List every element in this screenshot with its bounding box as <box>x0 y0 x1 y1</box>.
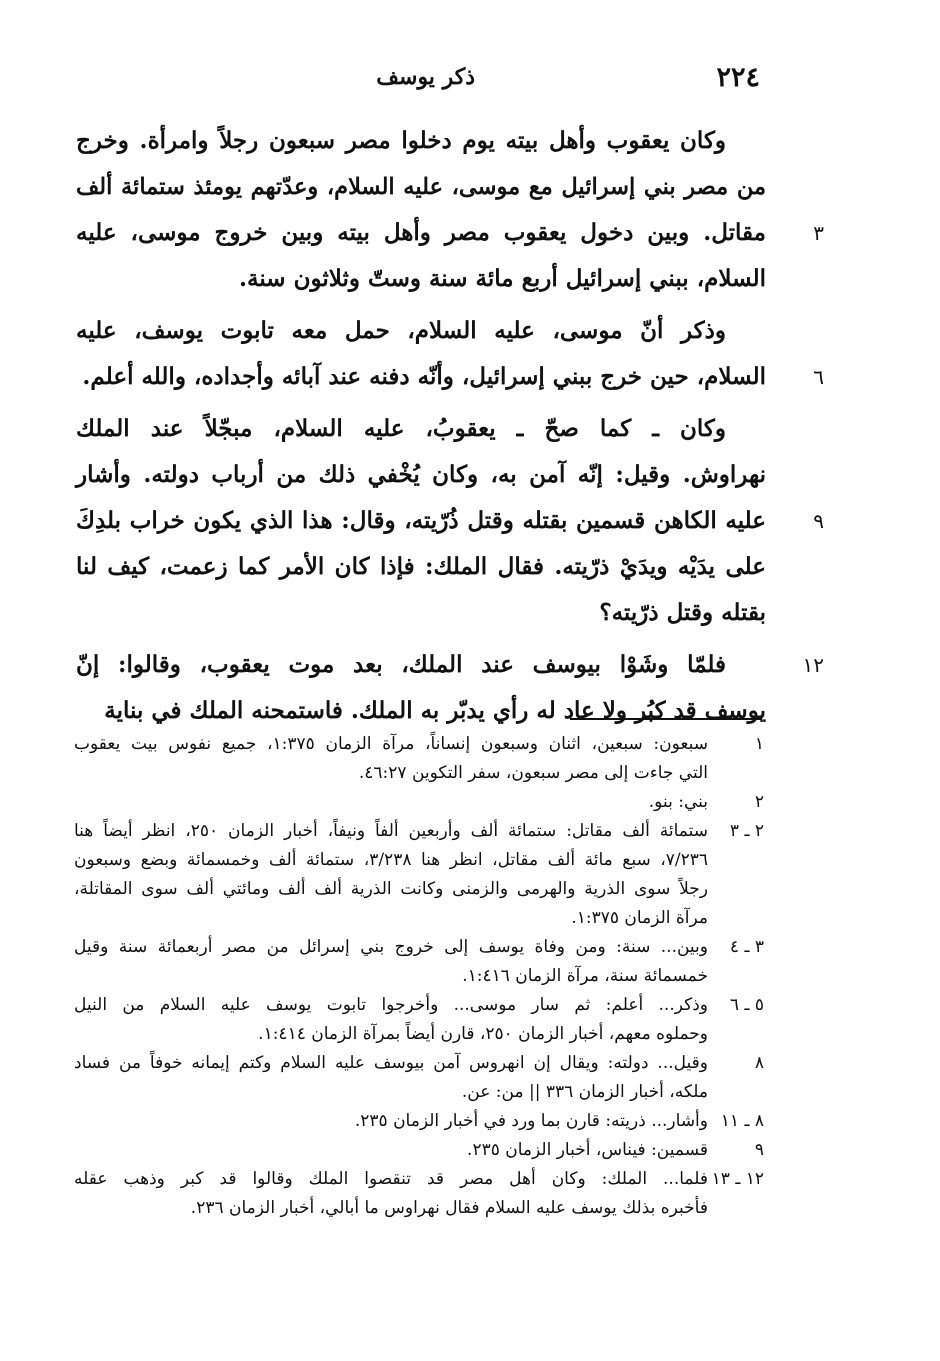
text-line-content: وكان ـ كما صحّ ـ يعقوبُ، عليه السلام، مبجّلاً عند الملك <box>76 415 726 442</box>
footnote-text-line: ٧/٢٣٦، سبع مائة ألف مقاتل، انظر هنا ٣/٢٣٨، ستمائة ألف وخمسمائة وبضع وسبعون <box>74 850 708 870</box>
footnote-text-line: ملكه، أخبار الزمان ٣٣٦ || من: عن. <box>461 1082 708 1102</box>
text-line <box>76 590 766 636</box>
footnote-text-line: بني: بنو. <box>648 792 708 812</box>
line-number: ٩ <box>813 509 824 533</box>
footnote-line-ref: ٨ <box>754 1053 764 1073</box>
footnote-text-line: قسمين: فيناس، أخبار الزمان ٢٣٥. <box>467 1140 708 1160</box>
footnote-text-line: وذكر... أعلم: ثم سار موسى... وأخرجوا تابوت يوسف عليه السلام من النيل <box>74 995 708 1015</box>
footnote <box>74 730 764 788</box>
footnote-text-line: وقيل... دولته: ويقال إن انهروس آمن بيوسف عليه السلام وكتم إيمانه خوفاً من فساد <box>74 1053 708 1073</box>
text-line-content: السلام، ببني إسرائيل أربع مائة سنة وستّ وثلاثون سنة. <box>239 265 766 292</box>
footnote-separator <box>570 718 762 720</box>
text-line <box>76 688 766 734</box>
footnote-line-ref: ٩ <box>754 1140 764 1160</box>
footnote <box>74 1049 764 1107</box>
paragraph <box>76 308 824 400</box>
footnote-text-line: مرآة الزمان ١:٣٧٥. <box>571 908 708 928</box>
footnote <box>74 1107 764 1136</box>
footnote <box>74 1165 764 1223</box>
footnote-line-ref: ٣ ـ ٤ <box>729 937 764 957</box>
footnote-text-line: التي جاءت إلى مصر سبعون، سفر التكوين ٤٦:٢٧. <box>358 763 708 783</box>
running-title: ذكر يوسف <box>376 64 475 90</box>
text-line <box>76 308 766 354</box>
footnote-line-ref: ١ <box>754 734 764 754</box>
text-line-content: عليه الكاهن قسمين بقتله وقتل ذُرّيته، وقال: هذا الذي يكون خراب بلدِكَ <box>76 507 766 534</box>
text-line-content: فلمّا وشَوْا بيوسف عند الملك، بعد موت يعقوب، وقالوا: إنّ <box>76 651 726 678</box>
text-line-content: نهراوش. وقيل: إنّه آمن به، وكان يُخْفي ذلك من أرباب دولته. وأشار <box>76 461 766 488</box>
page-header <box>360 62 760 102</box>
page-number: ٢٢٤ <box>716 62 760 93</box>
main-text <box>76 118 824 734</box>
paragraph <box>76 118 824 302</box>
footnotes-section <box>74 730 764 1223</box>
footnote-text-line: رجلاً سوى الذرية والهرمى والزمنى وكانت الذرية ألف ألف ومائتي ألف سوى المقاتلة، <box>74 879 708 899</box>
footnote-text-line: ستمائة ألف مقاتل: ستمائة ألف وأربعين ألفاً ونيفاً، أخبار الزمان ٢٥٠، انظر أيضاً هنا <box>74 821 708 841</box>
paragraph <box>76 642 824 734</box>
text-line <box>76 164 766 210</box>
footnote-text-line: وبين... سنة: ومن وفاة يوسف إلى خروج بني إسرائل من مصر أربعمائة سنة وقيل <box>74 937 708 957</box>
footnote-line-ref: ٥ ـ ٦ <box>729 995 764 1015</box>
footnote-text-line: سبعون: سبعين، اثنان وسبعون إنساناً، مرآة الزمان ١:٣٧٥، جميع نفوس بيت يعقوب <box>74 734 708 754</box>
footnote-line-ref: ٨ ـ ١١ <box>720 1111 764 1131</box>
text-line <box>76 118 766 164</box>
footnote-text-line: وأشار... ذريته: قارن بما ورد في أخبار الزمان ٢٣٥. <box>354 1111 708 1131</box>
text-line-content: وذكر أنّ موسى، عليه السلام، حمل معه تابوت يوسف، عليه <box>76 317 726 344</box>
footnote-text-line: فلما... الملك: وكان أهل مصر قد تنقصوا الملك وقالوا قد كبر وذهب عقله <box>74 1169 708 1189</box>
text-line <box>76 642 824 688</box>
footnote <box>74 788 764 817</box>
footnote <box>74 1136 764 1165</box>
line-number: ٦ <box>813 365 824 389</box>
text-line-content: بقتله وقتل ذرّيته؟ <box>599 599 766 626</box>
text-line <box>76 256 766 302</box>
text-line <box>76 452 766 498</box>
footnote <box>74 817 764 933</box>
text-line-content: من مصر بني إسرائيل مع موسى، عليه السلام، وعدّتهم يومئذ ستمائة ألف <box>76 174 766 200</box>
text-line <box>76 498 824 544</box>
footnote-line-ref: ٢ <box>754 792 764 812</box>
line-number: ١٢ <box>802 653 824 677</box>
line-number: ٣ <box>813 221 824 245</box>
footnote-line-ref: ١٢ ـ ١٣ <box>711 1169 764 1189</box>
text-line <box>76 544 766 590</box>
text-line-content: يوسف قد كبُر ولا عاد له رأي يدبّر به الملك. فاستمحنه الملك في بناية <box>104 697 766 724</box>
text-line <box>76 210 824 256</box>
footnote-text-line: وحملوه معهم، أخبار الزمان ٢٥٠، قارن أيضاً بمرآة الزمان ١:٤١٤. <box>258 1024 708 1044</box>
text-line-content: على يدَيْه ويدَيْ ذرّيته. فقال الملك: فإذا كان الأمر كما زعمت، كيف لنا <box>76 553 766 580</box>
text-line-content: مقاتل. وبين دخول يعقوب مصر وأهل بيته وبين خروج موسى، عليه <box>76 219 766 246</box>
footnote-line-ref: ٢ ـ ٣ <box>729 821 764 841</box>
paragraph <box>76 406 824 636</box>
footnote-text-line: خمسمائة سنة، مرآة الزمان ١:٤١٦. <box>462 966 708 986</box>
text-line <box>76 406 766 452</box>
text-line-content: السلام، حين خرج ببني إسرائيل، وأنّه دفنه عند آبائه وأجداده، والله أعلم. <box>82 363 766 390</box>
footnote <box>74 991 764 1049</box>
footnote <box>74 933 764 991</box>
footnote-text-line: فأخبره بذلك يوسف عليه السلام فقال نهراوس ما أبالي، أخبار الزمان ٢٣٦. <box>190 1198 708 1218</box>
text-line-content: وكان يعقوب وأهل بيته يوم دخلوا مصر سبعون رجلاً وامرأة. وخرج <box>76 127 726 154</box>
text-line <box>76 354 824 400</box>
